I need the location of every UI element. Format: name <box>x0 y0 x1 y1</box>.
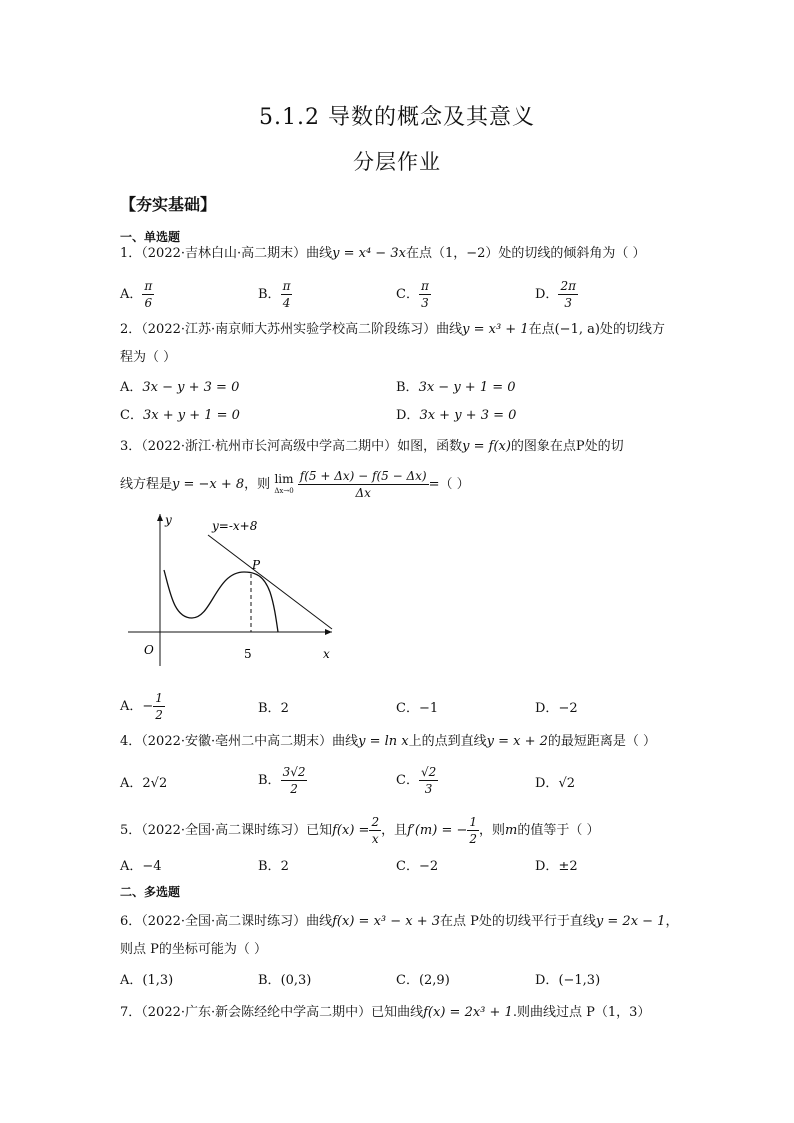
q1-option-b-denominator: 4 <box>282 296 291 310</box>
q1-option-d-label: D． <box>535 287 559 302</box>
question-3-text: 3．（2022·浙江·杭州市长河高级中学高二期中）如图，函数 <box>120 439 463 454</box>
q3-option-a-sign: − <box>142 699 154 714</box>
q3-option-b-label: B． <box>258 701 281 716</box>
q1-option-a-numerator: π <box>144 279 153 293</box>
q3-option-b-text: 2 <box>280 701 289 716</box>
question-3-fraction-numerator: f(5 + Δx) − f(5 − Δx) <box>299 469 427 483</box>
q2-option-a[interactable] <box>120 376 239 395</box>
q2-option-c[interactable] <box>120 404 240 423</box>
q4-option-c[interactable] <box>396 764 438 797</box>
q3-option-a-numerator: 1 <box>155 691 163 705</box>
q2-option-a-label: A． <box>120 380 143 395</box>
document-title: 5.1.2 导数的概念及其意义 <box>259 105 535 130</box>
tangent-line-label: y=-x+8 <box>212 519 258 533</box>
q4-option-b-fraction <box>281 764 308 797</box>
question-3-tangent-expression: y = −x + 8 <box>172 477 245 492</box>
question-1-text: 1．（2022·吉林白山·高二期末）曲线 <box>120 246 333 261</box>
q1-option-a-denominator: 6 <box>144 296 153 310</box>
q5-option-c[interactable] <box>396 855 438 874</box>
question-4-curve-expression: y = ln x <box>358 734 409 749</box>
question-6-text-3: ， <box>665 914 679 929</box>
question-7 <box>120 1003 680 1023</box>
question-7-text: 7．（2022·广东·新会陈经纶中学高二期中）已知曲线 <box>120 1005 424 1020</box>
part-heading-single-choice: 一、单选题 <box>120 230 181 244</box>
question-2-line-2: 程为（ ） <box>120 350 177 365</box>
question-3-text-3: 线方程是 <box>120 477 173 492</box>
q6-option-a-label: A． <box>120 973 143 988</box>
q3-option-a-denominator: 2 <box>155 708 163 722</box>
q1-option-a-fraction <box>142 278 154 311</box>
question-7-expression: f(x) = 2x³ + 1 <box>423 1005 513 1020</box>
question-6-line-2: 则点 P的坐标可能为（ ） <box>120 942 268 957</box>
q5-option-d-label: D． <box>535 859 559 874</box>
origin-label: O <box>144 643 154 657</box>
question-2-line-1 <box>120 320 680 340</box>
question-5-derivative-expression: f′(m) = − <box>407 823 468 838</box>
q3-option-c-label: C． <box>396 701 419 716</box>
question-5-function-numerator: 2 <box>371 815 380 829</box>
q4-option-c-fraction <box>419 764 438 797</box>
q4-option-a-text: 2√2 <box>142 776 168 791</box>
q6-option-a[interactable] <box>120 969 173 988</box>
q1-option-c-denominator: 3 <box>421 296 429 310</box>
question-6-text: 6．（2022·全国·高二课时练习）曲线 <box>120 914 333 929</box>
question-4-text-2: 上的点到直线 <box>408 734 487 749</box>
question-3-text-4: ，则 <box>244 477 271 492</box>
q2-option-b[interactable] <box>396 376 516 395</box>
q6-option-a-text: (1,3) <box>142 973 174 988</box>
q4-option-d[interactable] <box>535 772 575 791</box>
q5-option-a-text: −4 <box>142 859 162 874</box>
q1-option-d-denominator: 3 <box>564 296 573 310</box>
part-heading-multiple-choice: 二、多选题 <box>120 885 181 899</box>
q3-option-a-fraction <box>153 690 165 723</box>
q6-option-c[interactable] <box>396 969 450 988</box>
q1-option-d-fraction <box>558 278 578 311</box>
question-3-expression: y = f(x) <box>462 439 511 454</box>
q4-option-d-label: D． <box>535 776 559 791</box>
question-6-line-expression: y = 2x − 1 <box>595 914 666 929</box>
function-curve <box>164 570 278 632</box>
question-5-text-4: 的值等于（ ） <box>517 823 600 838</box>
q6-option-b-text: (0,3) <box>280 973 312 988</box>
question-6-curve-expression: f(x) = x³ − x + 3 <box>332 914 441 929</box>
q4-option-b-numerator: 3√2 <box>282 765 306 779</box>
question-5-function-fraction <box>369 814 381 847</box>
q1-option-c-label: C． <box>396 287 419 302</box>
q1-option-d[interactable] <box>535 278 578 311</box>
q6-option-c-label: C． <box>396 973 419 988</box>
question-5-function-expression: f(x) = <box>332 823 370 838</box>
question-5-variable-m: m <box>505 823 518 838</box>
q5-option-c-label: C． <box>396 859 419 874</box>
tick-label-5: 5 <box>244 647 252 661</box>
q5-option-c-text: −2 <box>418 859 439 874</box>
question-5 <box>120 814 680 847</box>
question-2-expression: y = x³ + 1 <box>462 322 529 337</box>
question-4 <box>120 732 680 752</box>
question-3-fraction-denominator: Δx <box>355 486 371 500</box>
q1-option-d-numerator: 2π <box>560 279 576 293</box>
q2-option-c-label: C． <box>120 408 143 423</box>
question-5-derivative-fraction <box>467 814 479 847</box>
q3-option-d[interactable] <box>535 697 578 716</box>
question-7-text-2: .则曲线过点 P（1，3） <box>512 1005 651 1020</box>
q1-option-c-numerator: π <box>420 279 429 293</box>
q3-option-d-label: D． <box>535 701 559 716</box>
q2-option-b-label: B． <box>396 380 419 395</box>
q6-option-c-text: (2,9) <box>418 973 450 988</box>
question-3-limit-subscript: Δx→0 <box>274 486 294 495</box>
question-3-fraction <box>298 468 429 501</box>
q2-option-a-text: 3x − y + 3 = 0 <box>142 380 240 395</box>
x-axis-label: x <box>323 647 330 661</box>
q3-option-d-text: −2 <box>558 701 578 716</box>
question-3-graph <box>120 508 340 668</box>
question-1-expression: y = x⁴ − 3x <box>332 246 406 261</box>
q1-option-b-label: B． <box>258 287 281 302</box>
q5-option-b-text: 2 <box>280 859 289 874</box>
q5-option-a[interactable] <box>120 855 162 874</box>
q3-option-a-label: A． <box>120 699 143 714</box>
q2-option-d-text: 3x + y + 3 = 0 <box>419 408 517 423</box>
q3-option-a[interactable] <box>120 690 165 723</box>
q4-option-b-label: B． <box>258 773 281 788</box>
point-p-label: P <box>252 558 261 572</box>
q1-option-a[interactable] <box>120 278 154 311</box>
question-5-function-denominator: x <box>371 832 379 846</box>
q1-option-b-numerator: π <box>282 279 291 293</box>
q5-option-d-text: ±2 <box>558 859 578 874</box>
question-5-text: 5．（2022·全国·高二课时练习）已知 <box>120 823 333 838</box>
question-3-text-5: =（ ） <box>428 477 470 492</box>
section-heading: 【夯实基础】 <box>120 195 217 214</box>
q4-option-d-text: √2 <box>558 776 575 791</box>
q3-option-c-text: −1 <box>418 701 439 716</box>
q4-option-c-label: C． <box>396 773 419 788</box>
q4-option-c-numerator: √2 <box>420 765 437 779</box>
q6-option-d-text: (−1,3) <box>558 973 601 988</box>
question-1 <box>120 244 680 264</box>
y-axis-label: y <box>165 513 172 527</box>
q6-option-d[interactable] <box>535 969 600 988</box>
question-5-derivative-denominator: 2 <box>469 832 478 846</box>
q5-option-d[interactable] <box>535 855 578 874</box>
q2-option-d-label: D． <box>396 408 420 423</box>
question-4-line-expression: y = x + 2 <box>486 734 548 749</box>
q1-option-b-fraction <box>281 278 293 311</box>
question-6-text-2: 在点 P处的切线平行于直线 <box>440 914 596 929</box>
question-6-line-1 <box>120 912 680 932</box>
q1-option-c[interactable] <box>396 278 431 311</box>
q5-option-a-label: A． <box>120 859 143 874</box>
q4-option-b-denominator: 2 <box>290 782 298 796</box>
question-5-text-2: ，且 <box>381 823 408 838</box>
question-4-text: 4．（2022·安徽·亳州二中高二期末）曲线 <box>120 734 359 749</box>
question-2-text: 2．（2022·江苏·南京师大苏州实验学校高二阶段练习）曲线 <box>120 322 463 337</box>
q5-option-b[interactable] <box>258 855 289 874</box>
q4-option-c-denominator: 3 <box>424 782 433 796</box>
question-5-derivative-numerator: 1 <box>469 815 478 829</box>
q4-option-a-label: A． <box>120 776 143 791</box>
q4-option-b[interactable] <box>258 764 307 797</box>
tangent-line <box>208 535 332 629</box>
question-3-limit-word: lim <box>274 471 294 486</box>
q5-option-b-label: B． <box>258 859 281 874</box>
question-2-text-2: 在点(−1, a)处的切线方 <box>528 322 665 337</box>
q3-option-c[interactable] <box>396 697 438 716</box>
question-4-text-3: 的最短距离是（ ） <box>547 734 657 749</box>
q6-option-b[interactable] <box>258 969 311 988</box>
q4-option-a[interactable] <box>120 772 167 791</box>
question-3-line-1 <box>120 437 680 457</box>
q2-option-b-text: 3x − y + 1 = 0 <box>418 380 516 395</box>
q6-option-b-label: B． <box>258 973 281 988</box>
q1-option-b[interactable] <box>258 278 292 311</box>
question-3-text-2: 的图象在点P处的切 <box>510 439 624 454</box>
q2-option-c-text: 3x + y + 1 = 0 <box>142 408 240 423</box>
x-axis-arrow <box>325 629 332 635</box>
q3-option-b[interactable] <box>258 697 289 716</box>
question-3-line-2 <box>120 468 680 501</box>
document-subtitle: 分层作业 <box>353 150 441 174</box>
question-1-text-2: 在点（1，−2）处的切线的倾斜角为（ ） <box>405 246 646 261</box>
q6-option-d-label: D． <box>535 973 559 988</box>
q1-option-a-label: A． <box>120 287 143 302</box>
q1-option-c-fraction <box>419 278 431 311</box>
q2-option-d[interactable] <box>396 404 516 423</box>
y-axis-arrow <box>157 514 163 521</box>
question-3-limit <box>274 473 293 497</box>
question-5-text-3: ，则 <box>479 823 506 838</box>
